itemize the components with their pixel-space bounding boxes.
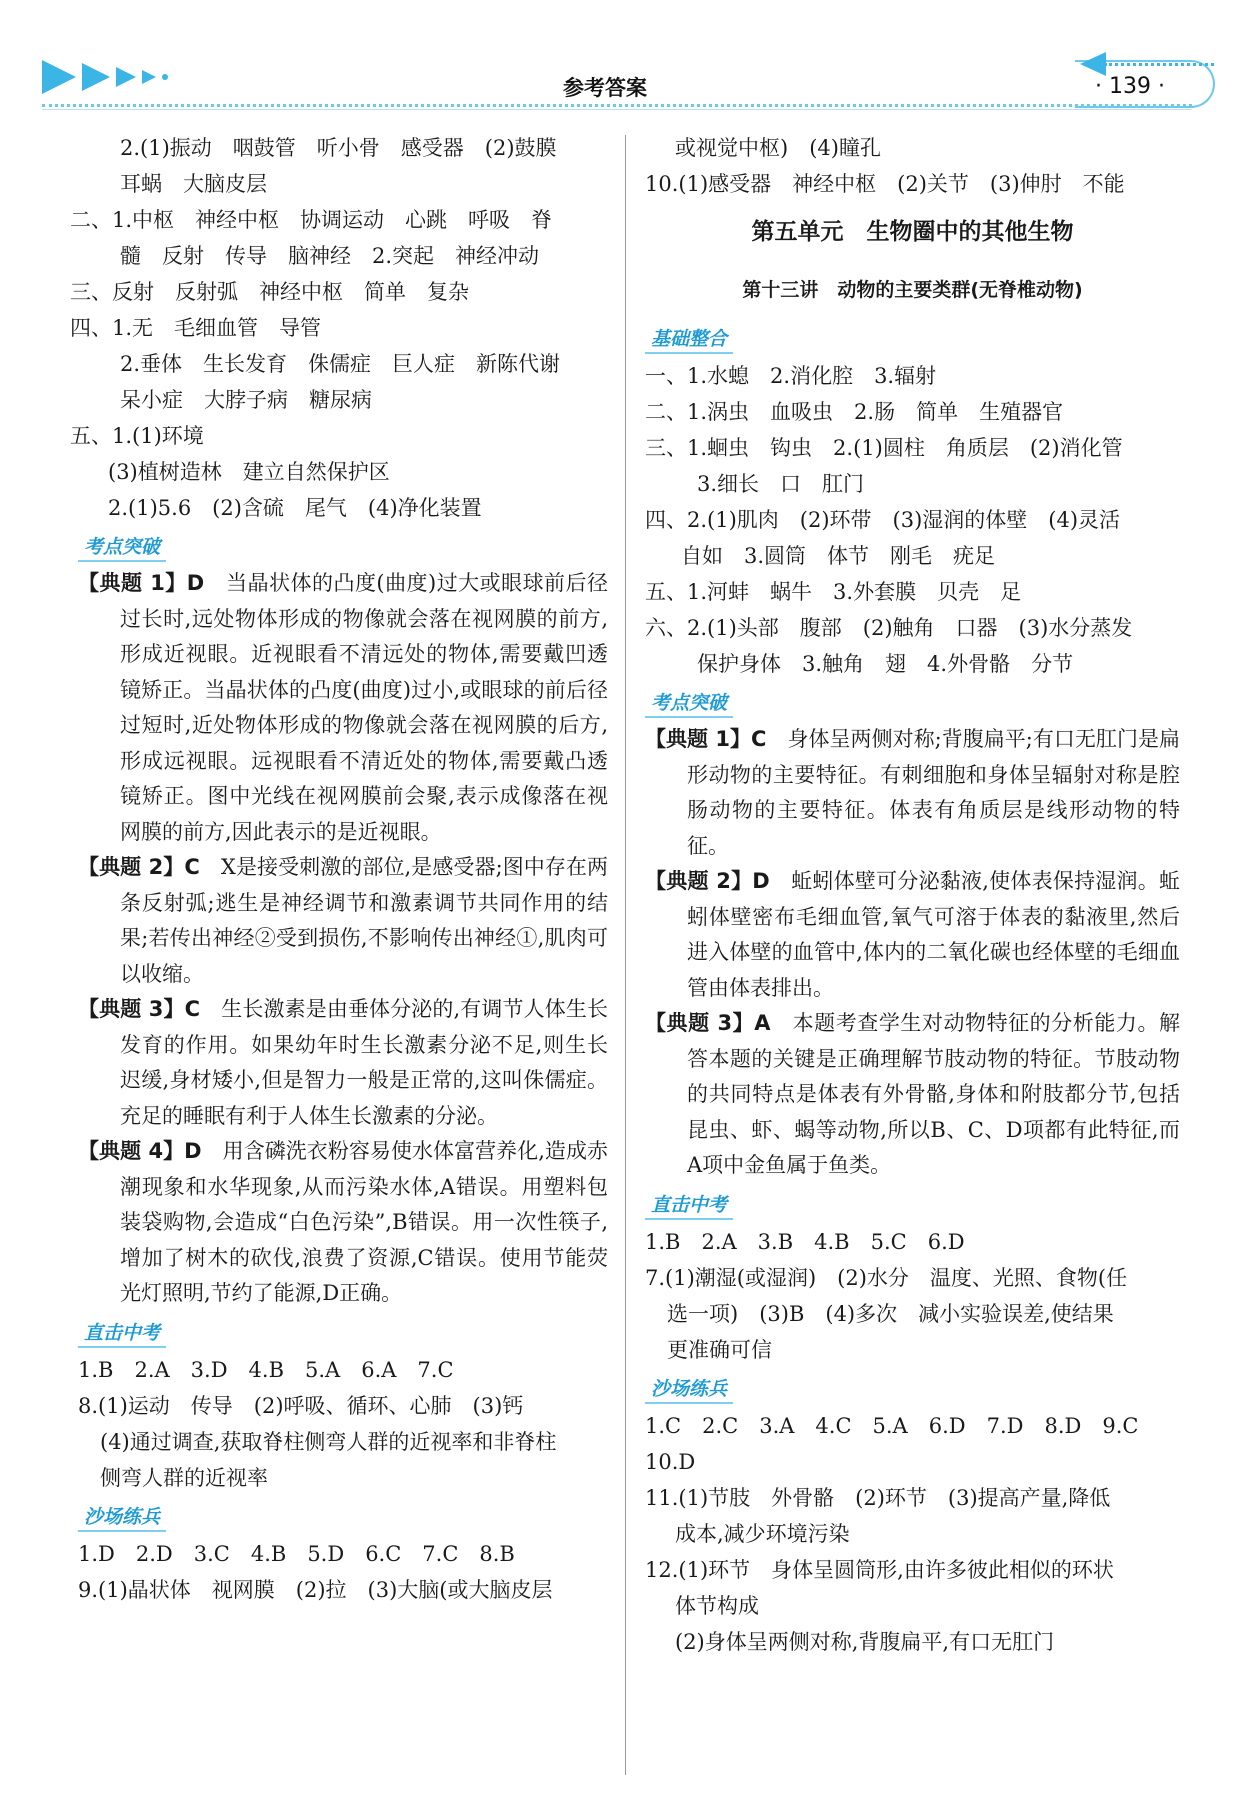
section-heading: 直击中考 (78, 1312, 608, 1352)
dianti-2: 【典题 2】C X是接受刺激的部位,是感受器;图中存在两条反射弧;逃生是神经调节和激素调节共同作用的结果;若传出神经②受到损伤,不影响传出神经①,肌肉可以收缩。 (78, 855, 608, 986)
answer-line: (2)身体呈两侧对称,背腹扁平,有口无肛门 (675, 1629, 1055, 1654)
section-heading: 沙场练兵 (78, 1496, 608, 1536)
answer-line: 四、2.(1)肌肉 (2)环带 (3)湿润的体壁 (4)灵活 (645, 508, 1121, 532)
answer-line: 1.C 2.C 3.A 4.C 5.A 6.D 7.D 8.D 9.C (645, 1413, 1139, 1438)
answer-line: 侧弯人群的近视率 (100, 1465, 268, 1490)
page-arrow-trail (1104, 63, 1214, 66)
dianti-3: 【典题 3】C 生长激素是由垂体分泌的,有调节人体生长发育的作用。如果幼年时生长激素分泌不足,则生长迟缓,身材矮小,但是智力一般是正常的,这叫侏儒症。充足的睡眠有利于人体生长激素的分泌。 (78, 997, 608, 1128)
answer-line: 12.(1)环节 身体呈圆筒形,由许多彼此相似的环状 (645, 1557, 1114, 1582)
answer-line: 7.(1)潮湿(或湿润) (2)水分 温度、光照、食物(任 (645, 1265, 1128, 1290)
answer-line: 三、1.蛔虫 钩虫 2.(1)圆柱 角质层 (2)消化管 (645, 436, 1123, 460)
lecture-title: 第十三讲 动物的主要类群(无脊椎动物) (742, 279, 1083, 301)
page-number: · 139 · (1095, 74, 1165, 99)
answer-line: 自如 3.圆筒 体节 刚毛 疣足 (681, 544, 996, 568)
column-divider (625, 135, 626, 1775)
page-header (0, 0, 1250, 120)
answer-line: 更准确可信 (667, 1337, 772, 1362)
answer-line: 2.(1)5.6 (2)含硫 尾气 (4)净化装置 (108, 496, 482, 520)
section-heading: 直击中考 (645, 1184, 1180, 1224)
unit-title: 第五单元 生物圈中的其他生物 (751, 219, 1074, 245)
left-column (70, 130, 608, 1608)
answer-line: 1.B 2.A 3.D 4.B 5.A 6.A 7.C (78, 1357, 454, 1382)
answer-line: 1.D 2.D 3.C 4.B 5.D 6.C 7.C 8.B (78, 1541, 515, 1566)
answer-line: 10.D (645, 1449, 696, 1474)
answer-line: 髓 反射 传导 脑神经 2.突起 神经冲动 (120, 244, 540, 268)
answer-line: 选一项) (3)B (4)多次 减小实验误差,使结果 (667, 1301, 1114, 1326)
answer-line: 三、反射 反射弧 神经中枢 简单 复杂 (70, 280, 469, 304)
page-arrow-icon (1080, 52, 1106, 76)
section-heading: 考点突破 (78, 526, 608, 566)
answer-line: 2.垂体 生长发育 侏儒症 巨人症 新陈代谢 (120, 352, 561, 376)
answer-line: 成本,减少环境污染 (675, 1521, 850, 1546)
answer-line: (3)植树造林 建立自然保护区 (108, 460, 390, 484)
answer-line: 耳蜗 大脑皮层 (120, 172, 267, 196)
answer-line: 或视觉中枢) (4)瞳孔 (675, 136, 881, 160)
right-column (645, 130, 1180, 1660)
answer-line: 保护身体 3.触角 翅 4.外骨骼 分节 (697, 652, 1074, 676)
section-heading: 沙场练兵 (645, 1368, 1180, 1408)
header-rule (42, 104, 1192, 107)
answer-line: 六、2.(1)头部 腹部 (2)触角 口器 (3)水分蒸发 (645, 616, 1133, 640)
answer-line: 体节构成 (675, 1593, 759, 1618)
answer-line: 五、1.河蚌 蜗牛 3.外套膜 贝壳 足 (645, 580, 1022, 604)
answer-line: 呆小症 大脖子病 糖尿病 (120, 388, 372, 412)
header-rule-solid (42, 109, 1192, 110)
dianti-3: 【典题 3】A 本题考查学生对动物特征的分析能力。解答本题的关键是正确理解节肢动物的特征。节肢动物的共同特点是体表有外骨骼,身体和附肢都分节,包括昆虫、虾、蝎等动物,所以B、C、D项都有此特征,而A项中金鱼属于鱼类。 (645, 1011, 1180, 1177)
answer-line: 四、1.无 毛细血管 导管 (70, 316, 322, 340)
page-title: 参考答案 (563, 76, 647, 100)
dianti-1: 【典题 1】D 当晶状体的凸度(曲度)过大或眼球前后径过长时,远处物体形成的物像就会落在视网膜的前方,形成近视眼。近视眼看不清远处的物体,需要戴凹透镜矫正。当晶状体的凸度(曲度)过小,或眼球的前后径过短时,近处物体形成的物像就会落在视网膜的后方,形成远视眼。远视眼看不清近处的物体,需要戴凸透镜矫正。图中光线在视网膜前会聚,表示成像落在视网膜的前方,因此表示的是近视眼。 (78, 571, 608, 844)
answer-line: 11.(1)节肢 外骨骼 (2)环节 (3)提高产量,降低 (645, 1485, 1111, 1510)
dianti-4: 【典题 4】D 用含磷洗衣粉容易使水体富营养化,造成赤潮现象和水华现象,从而污染水体,A错误。用塑料包装袋购物,会造成“白色污染”,B错误。用一次性筷子,增加了树木的砍伐,浪费了资源,C错误。使用节能荧光灯照明,节约了能源,D正确。 (78, 1139, 608, 1305)
answer-line: (4)通过调查,获取脊柱侧弯人群的近视率和非脊柱 (100, 1429, 557, 1454)
answer-line: 9.(1)晶状体 视网膜 (2)拉 (3)大脑(或大脑皮层 (78, 1577, 553, 1602)
answer-line: 2.(1)振动 咽鼓管 听小骨 感受器 (2)鼓膜 (120, 136, 557, 160)
answer-line: 3.细长 口 肛门 (697, 472, 865, 496)
section-heading: 考点突破 (645, 682, 1180, 722)
answer-line: 二、1.中枢 神经中枢 协调运动 心跳 呼吸 脊 (70, 208, 553, 232)
dianti-1: 【典题 1】C 身体呈两侧对称;背腹扁平;有口无肛门是扁形动物的主要特征。有刺细胞和身体呈辐射对称是腔肠动物的主要特征。体表有角质层是线形动物的特征。 (645, 727, 1180, 858)
answer-line: 1.B 2.A 3.B 4.B 5.C 6.D (645, 1229, 965, 1254)
answer-line: 一、1.水螅 2.消化腔 3.辐射 (645, 364, 937, 388)
answer-line: 8.(1)运动 传导 (2)呼吸、循环、心肺 (3)钙 (78, 1393, 524, 1418)
section-heading: 基础整合 (645, 318, 1180, 358)
answer-line: 二、1.涡虫 血吸虫 2.肠 简单 生殖器官 (645, 400, 1064, 424)
answer-line: 五、1.(1)环境 (70, 424, 204, 448)
answer-line: 10.(1)感受器 神经中枢 (2)关节 (3)伸肘 不能 (645, 172, 1125, 196)
dianti-2: 【典题 2】D 蚯蚓体壁可分泌黏液,使体表保持湿润。蚯蚓体壁密布毛细血管,氧气可溶于体表的黏液里,然后进入体壁的血管中,体内的二氧化碳也经体壁的毛细血管由体表排出。 (645, 869, 1180, 1000)
